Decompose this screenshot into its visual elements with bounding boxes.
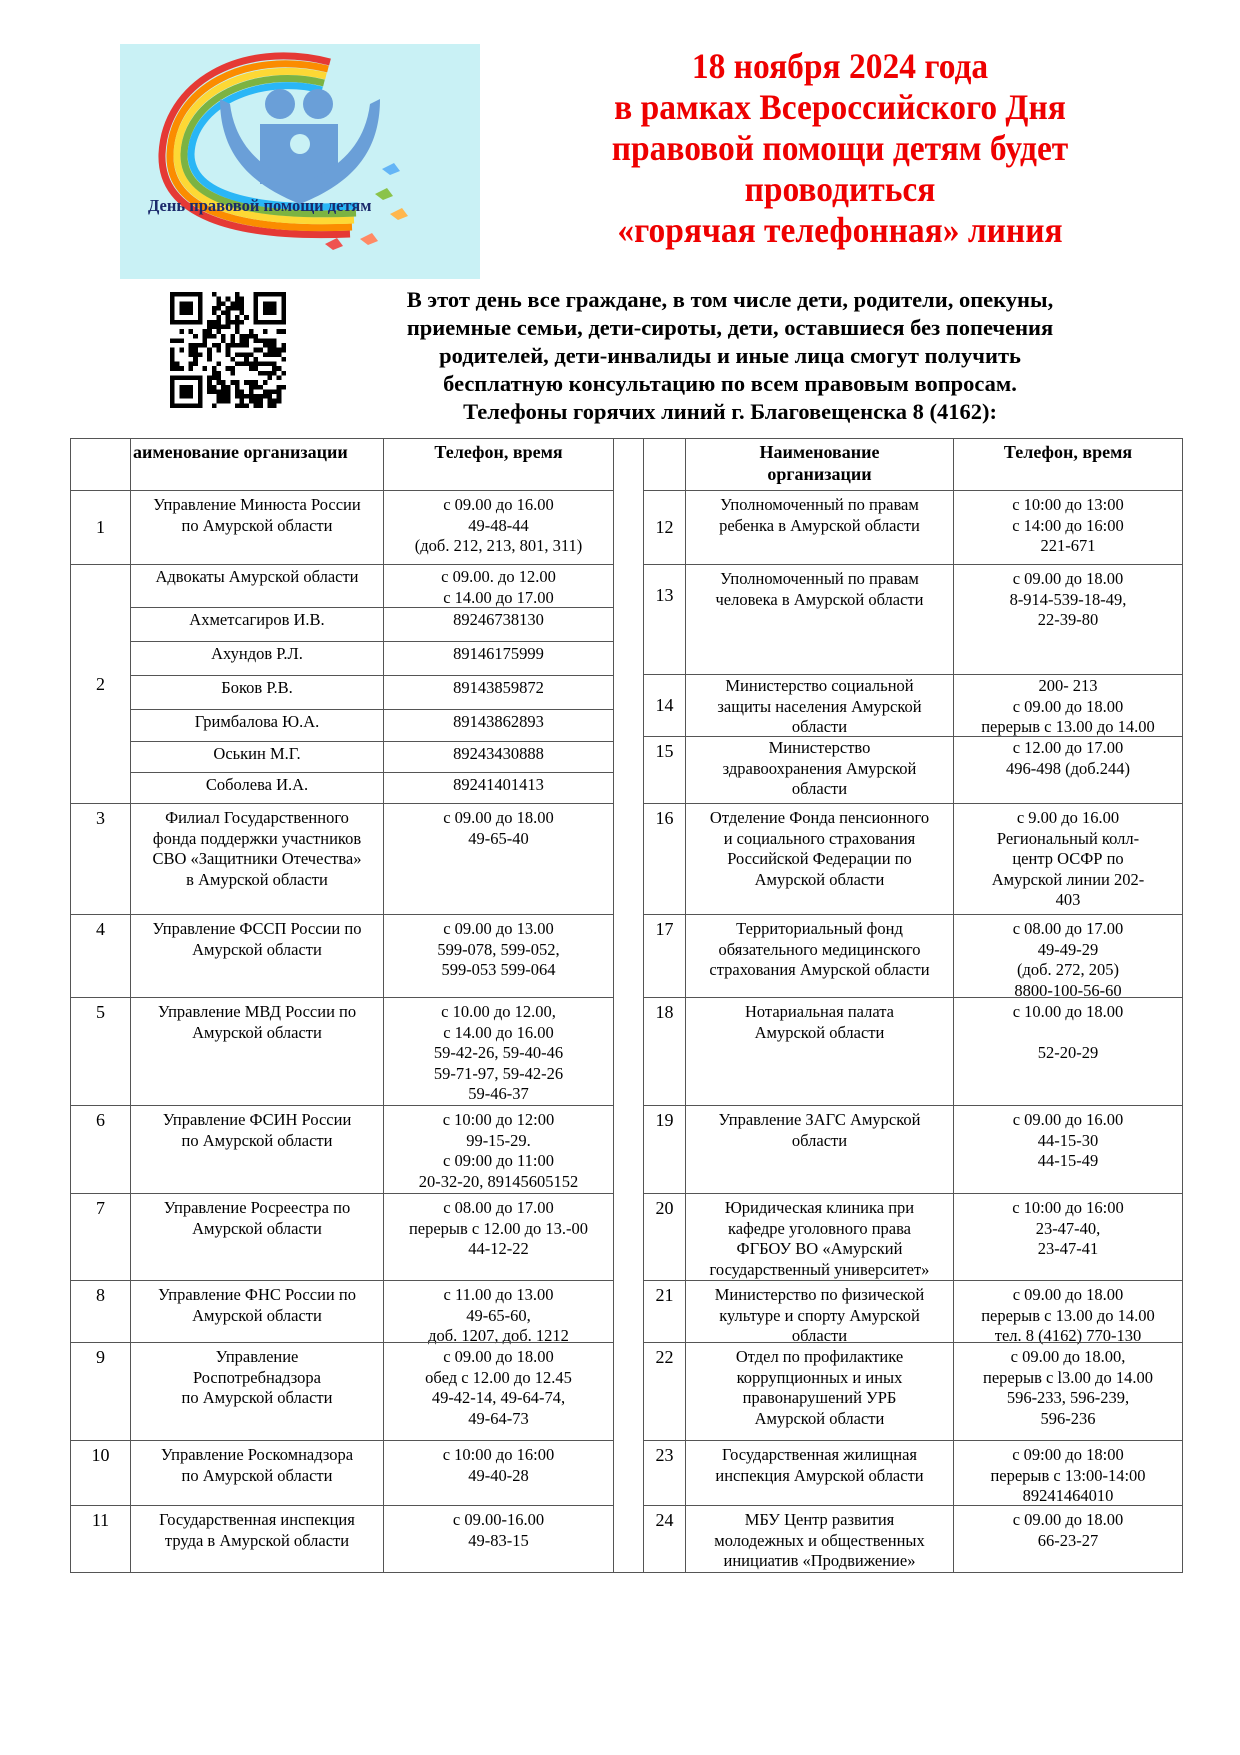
logo-image bbox=[120, 44, 480, 279]
cell-text-line: Российской Федерации по bbox=[727, 849, 912, 868]
cell-text-line: по Амурской области bbox=[181, 1388, 333, 1407]
phone-time-cell bbox=[383, 564, 614, 608]
cell-text-line: перерыв с 12.00 до 13.-00 bbox=[408, 1218, 589, 1238]
cell-text-line bbox=[954, 1023, 1182, 1044]
cell-text-line: с 08.00 до 17.00 bbox=[1012, 919, 1124, 938]
cell-text-line: Управление ФССП России по bbox=[152, 919, 362, 938]
headline-line: правовой помощи детям будет bbox=[611, 128, 1069, 168]
cell-text-line: с 09:00 до 11:00 bbox=[443, 1151, 554, 1170]
cell-text-line: Территориальный фонд bbox=[736, 919, 903, 938]
cell-text-line: с 09.00-16.00 bbox=[452, 1510, 545, 1529]
cell-text-line: (доб. 212, 213, 801, 311) bbox=[414, 536, 583, 555]
cell-text-line: 22-39-80 bbox=[1037, 610, 1099, 629]
cell-text-line: Управление ФСИН России bbox=[162, 1110, 352, 1129]
row-number: 24 bbox=[655, 1510, 674, 1530]
cell-text-line: с 09.00. до 12.00 bbox=[441, 567, 556, 586]
cell-text-line: 59-71-97, 59-42-26 bbox=[433, 1063, 564, 1083]
cell-text-line: тел. 8 (4162) 770-130 bbox=[994, 1326, 1142, 1345]
row-number: 12 bbox=[655, 517, 674, 538]
phone-time-cell bbox=[953, 1440, 1183, 1506]
cell-text-line: Региональный колл- bbox=[996, 828, 1140, 848]
cell-text-line: Оськин М.Г. bbox=[213, 744, 301, 763]
org-name-cell bbox=[130, 1505, 384, 1573]
cell-text-line: 89143859872 bbox=[453, 678, 544, 697]
cell-text-line: организации bbox=[767, 464, 872, 484]
org-name-cell bbox=[685, 1440, 954, 1506]
headline bbox=[524, 46, 1156, 251]
cell-text-line: Управление Росреестра по bbox=[163, 1198, 351, 1217]
rainbow-family-illustration bbox=[120, 44, 480, 279]
phone-time-cell bbox=[383, 914, 614, 998]
cell-text-line: 66-23-27 bbox=[1037, 1530, 1099, 1550]
org-name-cell bbox=[685, 1342, 954, 1441]
cell-text-line: с 10.00 до 12.00, bbox=[441, 1002, 556, 1021]
cell-text-line: Ахметсагиров И.В. bbox=[189, 610, 325, 629]
org-name-cell bbox=[685, 1505, 954, 1573]
cell-text-line: Амурской области bbox=[192, 939, 322, 959]
cell-text-line: центр ОСФР по bbox=[1012, 849, 1124, 868]
org-name-cell bbox=[130, 914, 384, 998]
cell-text-line: 49-64-73 bbox=[468, 1408, 529, 1428]
cell-text-line: Амурской области bbox=[754, 1022, 885, 1042]
cell-text-line: с 9.00 до 16.00 bbox=[1016, 808, 1120, 827]
cell-text-line: 8800-100-56-60 bbox=[1014, 980, 1122, 1000]
org-name-cell bbox=[685, 564, 954, 675]
cell-text-line: 596-233, 596-239, bbox=[1006, 1388, 1130, 1407]
cell-text-line: ФГБОУ ВО «Амурский bbox=[736, 1239, 903, 1258]
cell-text-line: Управление МВД России по bbox=[157, 1002, 357, 1021]
org-name-cell bbox=[130, 1440, 384, 1506]
cell-text-line: 496-498 (доб.244) bbox=[1005, 758, 1131, 778]
cell-text-line: 49-83-15 bbox=[468, 1530, 529, 1550]
table-row-number bbox=[70, 1505, 131, 1573]
org-name-cell bbox=[130, 709, 384, 742]
phone-time-cell bbox=[953, 1342, 1183, 1441]
cell-text-line: 44-12-22 bbox=[468, 1239, 529, 1258]
cell-text-line: с 09.00 до 18.00 bbox=[1012, 1510, 1124, 1529]
cell-text-line: 49-65-60, bbox=[466, 1305, 531, 1325]
row-number: 9 bbox=[96, 1347, 105, 1367]
table-row-number bbox=[643, 564, 686, 675]
cell-text-line: правонарушений УРБ bbox=[742, 1388, 897, 1407]
org-name-cell bbox=[130, 564, 384, 608]
row-number: 19 bbox=[655, 1110, 674, 1130]
phone-time-cell bbox=[383, 1105, 614, 1194]
table-row-number bbox=[643, 1105, 686, 1194]
table-row-number bbox=[643, 1280, 686, 1343]
table-row-number bbox=[643, 914, 686, 998]
cell-text-line: 23-47-40, bbox=[1035, 1218, 1101, 1238]
cell-text-line: перерыв с 13.00 до 14.00 bbox=[981, 1305, 1155, 1325]
cell-text-line: культуре и спорту Амурской bbox=[719, 1305, 920, 1325]
cell-text-line: с 09.00 до 18.00 bbox=[1012, 1285, 1124, 1304]
phone-time-cell bbox=[383, 709, 614, 742]
cell-text-line: в Амурской области bbox=[186, 869, 328, 889]
cell-text-line: 49-48-44 bbox=[468, 515, 529, 535]
cell-text-line: с 09.00 до 18.00, bbox=[1010, 1347, 1126, 1366]
phone-time-cell bbox=[953, 1280, 1183, 1343]
table-row-number bbox=[70, 1440, 131, 1506]
cell-text-line: 221-671 bbox=[1040, 536, 1096, 555]
row-number: 2 bbox=[96, 673, 105, 694]
org-name-cell bbox=[685, 674, 954, 737]
cell-text-line: 23-47-41 bbox=[1037, 1239, 1099, 1258]
table-row-number bbox=[70, 914, 131, 998]
phone-time-cell bbox=[383, 803, 614, 915]
cell-text-line: перерыв с 13.00 до 14.00 bbox=[981, 717, 1155, 736]
cell-text-line: человека в Амурской области bbox=[715, 589, 924, 609]
cell-text-line: Наименование bbox=[759, 442, 880, 462]
cell-text-line: 403 bbox=[1055, 890, 1081, 909]
cell-text-line: перерыв с 13:00-14:00 bbox=[990, 1465, 1146, 1485]
phone-time-cell bbox=[383, 490, 614, 565]
org-name-cell bbox=[130, 803, 384, 915]
cell-text-line: инициатив «Продвижение» bbox=[723, 1551, 916, 1570]
table-row-number bbox=[70, 564, 131, 804]
org-name-cell bbox=[130, 675, 384, 710]
cell-text-line: с 14:00 до 16:00 bbox=[1012, 515, 1124, 535]
cell-text-line: Государственная жилищная bbox=[721, 1445, 918, 1464]
cell-text-line: Амурской области bbox=[754, 1408, 885, 1428]
cell-text-line: 59-42-26, 59-40-46 bbox=[433, 1043, 564, 1062]
row-number: 7 bbox=[96, 1198, 105, 1218]
phone-time-cell bbox=[953, 1505, 1183, 1573]
cell-text-line: 89146175999 bbox=[453, 644, 544, 663]
cell-text-line: 20-32-20, 89145605152 bbox=[418, 1171, 579, 1191]
cell-text-line: по Амурской области bbox=[181, 1130, 333, 1150]
cell-text-line: Министерство bbox=[768, 738, 871, 757]
intro-line: приемные семьи, дети-сироты, дети, оставшиеся без попечения bbox=[406, 315, 1054, 340]
cell-text-line: ребенка в Амурской области bbox=[719, 515, 920, 535]
org-name-cell bbox=[130, 641, 384, 676]
org-name-cell bbox=[685, 914, 954, 998]
cell-text-line: с 10:00 до 16:00 bbox=[442, 1445, 555, 1464]
cell-text-line: МБУ Центр развития bbox=[744, 1510, 895, 1529]
table-row-number bbox=[643, 997, 686, 1106]
header-name-right bbox=[685, 438, 954, 491]
row-number: 15 bbox=[655, 741, 674, 761]
phone-time-cell bbox=[953, 736, 1183, 804]
cell-text-line: и социального страхования bbox=[723, 828, 916, 848]
cell-text-line: 599-078, 599-052, bbox=[437, 939, 560, 959]
intro-line: бесплатную консультацию по всем правовым вопросам. bbox=[443, 371, 1017, 396]
table-row-number bbox=[643, 674, 686, 737]
phone-time-cell bbox=[383, 1505, 614, 1573]
cell-text-line: 89143862893 bbox=[453, 712, 544, 731]
cell-text-line: с 09.00 до 18.00 bbox=[443, 1347, 554, 1366]
headline-line: «горячая телефонная» линия bbox=[617, 210, 1063, 250]
header-number-left bbox=[70, 438, 131, 491]
cell-text-line: 59-46-37 bbox=[468, 1084, 529, 1103]
cell-text-line: Отдел по профилактике bbox=[735, 1347, 904, 1366]
phone-time-cell bbox=[383, 1440, 614, 1506]
cell-text-line: 599-053 599-064 bbox=[441, 960, 556, 979]
phone-time-cell bbox=[383, 997, 614, 1106]
phone-time-cell bbox=[383, 772, 614, 804]
header-number-right bbox=[643, 438, 686, 491]
phone-time-cell bbox=[383, 641, 614, 676]
row-number: 3 bbox=[96, 808, 105, 828]
row-number: 8 bbox=[96, 1285, 105, 1305]
cell-text-line: с 10:00 до 13:00 bbox=[1012, 495, 1124, 514]
cell-text-line: 200- 213 bbox=[1038, 676, 1098, 695]
cell-text-line: Амурской области bbox=[754, 869, 885, 889]
org-name-cell bbox=[130, 607, 384, 642]
intro-line: В этот день все граждане, в том числе дети, родители, опекуны, bbox=[406, 287, 1054, 312]
phone-time-cell bbox=[383, 1342, 614, 1441]
org-name-cell bbox=[685, 997, 954, 1106]
phone-time-cell bbox=[383, 1280, 614, 1343]
cell-text-line: с 10:00 до 16:00 bbox=[1012, 1198, 1124, 1217]
row-number: 20 bbox=[655, 1198, 674, 1218]
headline-line: в рамках Всероссийского Дня bbox=[614, 87, 1066, 127]
row-number: 5 bbox=[96, 1002, 105, 1022]
org-name-cell bbox=[130, 1105, 384, 1194]
org-name-cell bbox=[130, 772, 384, 804]
cell-text-line: кафедре уголовного права bbox=[727, 1218, 911, 1238]
cell-text-line: страхования Амурской области bbox=[709, 960, 930, 979]
cell-text-line: по Амурской области bbox=[181, 1465, 333, 1485]
table-row-number bbox=[643, 490, 686, 565]
row-number: 18 bbox=[655, 1002, 674, 1022]
table-row-number bbox=[70, 1280, 131, 1343]
cell-text-line: обязательного медицинского bbox=[718, 939, 921, 959]
cell-text-line: 52-20-29 bbox=[1037, 1043, 1099, 1062]
org-name-cell bbox=[685, 803, 954, 915]
cell-text-line: здравоохранения Амурской bbox=[722, 758, 917, 778]
phone-time-cell bbox=[383, 1193, 614, 1281]
phone-time-cell bbox=[383, 607, 614, 642]
cell-text-line: с 12.00 до 17.00 bbox=[1012, 738, 1124, 757]
cell-text-line: области bbox=[791, 717, 848, 736]
intro-line: родителей, дети-инвалиды и иные лица смогут получить bbox=[439, 343, 1021, 368]
cell-text-line: 89241401413 bbox=[453, 775, 544, 794]
cell-text-line: труда в Амурской области bbox=[164, 1530, 350, 1550]
cell-text-line: 596-236 bbox=[1040, 1408, 1096, 1428]
row-number: 14 bbox=[655, 695, 674, 716]
header-phone-right bbox=[953, 438, 1183, 491]
cell-text-line: Амурской линии 202- bbox=[991, 869, 1145, 889]
cell-text-line: Управление Роскомнадзора bbox=[160, 1445, 354, 1464]
table-row-number bbox=[70, 1193, 131, 1281]
cell-text-line: с 09.00 до 18.00 bbox=[1012, 569, 1124, 588]
cell-text-line: 89241464010 bbox=[1022, 1486, 1114, 1505]
phone-time-cell bbox=[383, 741, 614, 773]
table-row-number bbox=[70, 997, 131, 1106]
org-name-cell bbox=[685, 736, 954, 804]
cell-text-line: с 09.00 до 18.00 bbox=[443, 808, 554, 827]
cell-text-line: с 10.00 до 18.00 bbox=[1012, 1002, 1124, 1021]
table-row-number bbox=[643, 736, 686, 804]
row-number: 4 bbox=[96, 919, 105, 939]
family-icon bbox=[220, 89, 380, 204]
cell-text-line: государственный университет» bbox=[709, 1259, 930, 1279]
cell-text-line: Управление ЗАГС Амурской bbox=[718, 1110, 921, 1129]
intro-text bbox=[300, 286, 1160, 426]
cell-text-line: Управление ФНС России по bbox=[158, 1285, 356, 1304]
table-row-number bbox=[643, 1342, 686, 1441]
org-name-cell bbox=[130, 741, 384, 773]
table-row-number bbox=[643, 803, 686, 915]
cell-text-line: Адвокаты Амурской области bbox=[155, 567, 359, 586]
cell-text-line: 89243430888 bbox=[453, 744, 544, 763]
cell-text-line: Уполномоченный по правам bbox=[720, 495, 919, 514]
table-row-number bbox=[70, 490, 131, 565]
phone-time-cell bbox=[383, 675, 614, 710]
phone-time-cell bbox=[953, 997, 1183, 1106]
cell-text-line: с 11.00 до 13.00 bbox=[443, 1285, 554, 1304]
cell-text-line: Телефон, время bbox=[434, 442, 563, 462]
cell-text-line: Роспотребнадзора bbox=[193, 1367, 321, 1387]
phone-time-cell bbox=[953, 803, 1183, 915]
row-number: 13 bbox=[655, 585, 674, 605]
cell-text-line: Государственная инспекция bbox=[159, 1510, 355, 1529]
org-name-cell bbox=[130, 1342, 384, 1441]
cell-text-line: с 14.00 до 16.00 bbox=[443, 1022, 554, 1042]
cell-text-line: Отделение Фонда пенсионного bbox=[709, 808, 930, 827]
cell-text-line: Телефон, время bbox=[1003, 442, 1133, 462]
row-number: 1 bbox=[96, 517, 105, 538]
org-name-cell bbox=[685, 490, 954, 565]
cell-text-line: молодежных и общественных bbox=[714, 1530, 925, 1550]
cell-text-line: с 10:00 до 12:00 bbox=[442, 1110, 555, 1129]
table-gap-column bbox=[613, 438, 644, 1573]
cell-text-line: Амурской области bbox=[192, 1305, 322, 1325]
cell-text-line: Боков Р.В. bbox=[221, 678, 293, 697]
row-number: 22 bbox=[655, 1347, 674, 1367]
cell-text-line: Амурской области bbox=[192, 1218, 322, 1238]
cell-text-line: Управление bbox=[215, 1347, 299, 1366]
cell-text-line: 49-49-29 bbox=[1037, 939, 1099, 959]
cell-text-line: обед с 12.00 до 12.45 bbox=[425, 1367, 572, 1387]
org-name-cell bbox=[685, 1105, 954, 1194]
cell-text-line: СВО «Защитники Отечества» bbox=[152, 849, 362, 868]
cell-text-line: 44-15-30 bbox=[1037, 1130, 1099, 1150]
cell-text-line: Управление Минюста России bbox=[153, 495, 361, 514]
cell-text-line: с 09.00 до 16.00 bbox=[1012, 1110, 1124, 1129]
phone-time-cell bbox=[953, 674, 1183, 737]
table-row-number bbox=[70, 1105, 131, 1194]
header-phone-left bbox=[383, 438, 614, 491]
header-name-left bbox=[130, 438, 384, 491]
org-name-cell bbox=[130, 1193, 384, 1281]
cell-text-line: 89246738130 bbox=[453, 610, 544, 629]
cell-text-line: доб. 1207, доб. 1212 bbox=[428, 1326, 569, 1345]
cell-text-line: защиты населения Амурской bbox=[717, 696, 922, 716]
cell-text-line: Ахундов Р.Л. bbox=[211, 644, 303, 663]
cell-text-line: Уполномоченный по правам bbox=[720, 569, 919, 588]
cell-text-line: 49-42-14, 49-64-74, bbox=[431, 1388, 566, 1407]
cell-text-line: фонда поддержки участников bbox=[152, 828, 362, 848]
cell-text-line: 44-15-49 bbox=[1037, 1151, 1099, 1170]
row-number: 17 bbox=[655, 919, 674, 939]
cell-text-line: Амурской области bbox=[192, 1022, 322, 1042]
table-row-number bbox=[643, 1193, 686, 1281]
table-row-number bbox=[70, 1342, 131, 1441]
cell-text-line: (доб. 272, 205) bbox=[1016, 960, 1120, 979]
cell-text-line: 49-65-40 bbox=[468, 828, 529, 848]
phone-time-cell bbox=[953, 914, 1183, 998]
cell-text-line: Соболева И.А. bbox=[205, 775, 309, 794]
org-name-cell bbox=[685, 1280, 954, 1343]
phone-time-cell bbox=[953, 490, 1183, 565]
cell-text-line: с 14.00 до 17.00 bbox=[443, 587, 554, 607]
cell-text-line: с 08.00 до 17.00 bbox=[443, 1198, 554, 1217]
cell-text-line: инспекция Амурской области bbox=[715, 1465, 924, 1485]
cell-text-line: Гримбалова Ю.А. bbox=[194, 712, 320, 731]
cell-text-line: перерыв с l3.00 до 14.00 bbox=[983, 1367, 1153, 1387]
cell-text-line: Нотариальная палата bbox=[744, 1002, 895, 1021]
phone-time-cell bbox=[953, 564, 1183, 675]
cell-text-line: Министерство социальной bbox=[725, 676, 914, 695]
org-name-cell bbox=[130, 490, 384, 565]
row-number: 21 bbox=[655, 1285, 674, 1305]
row-number: 6 bbox=[96, 1110, 105, 1130]
phone-time-cell bbox=[953, 1105, 1183, 1194]
cell-text-line: 99-15-29. bbox=[466, 1130, 531, 1150]
cell-text-line: Филиал Государственного bbox=[165, 808, 349, 827]
cell-text-line: с 09:00 до 18:00 bbox=[1012, 1445, 1124, 1464]
table-row-number bbox=[643, 1440, 686, 1506]
headline-line: 18 ноября 2024 года bbox=[691, 46, 989, 86]
cell-text-line: Юридическая клиника при bbox=[724, 1198, 915, 1217]
cell-text-line: аименование организации bbox=[133, 442, 348, 462]
row-number: 11 bbox=[91, 1510, 110, 1530]
org-name-cell bbox=[685, 1193, 954, 1281]
cell-text-line: области bbox=[791, 1326, 848, 1345]
cell-text-line: 8-914-539-18-49, bbox=[1009, 589, 1127, 609]
cell-text-line: области bbox=[791, 779, 848, 798]
org-name-cell bbox=[130, 1280, 384, 1343]
table-row-number bbox=[70, 803, 131, 915]
cell-text-line: области bbox=[791, 1130, 848, 1150]
cell-text-line: с 09.00 до 13.00 bbox=[443, 919, 554, 938]
cell-text-line: коррупционных и иных bbox=[736, 1367, 903, 1387]
row-number: 23 bbox=[655, 1445, 674, 1465]
org-name-cell bbox=[130, 997, 384, 1106]
cell-text-line: по Амурской области bbox=[181, 515, 333, 535]
phone-time-cell bbox=[953, 1193, 1183, 1281]
cell-text-line: Министерство по физической bbox=[714, 1285, 925, 1304]
cell-text-line: 49-40-28 bbox=[468, 1465, 529, 1485]
row-number: 10 bbox=[91, 1445, 110, 1465]
cell-text-line: с 09.00 до 18.00 bbox=[1012, 696, 1124, 716]
qr-code[interactable] bbox=[170, 292, 286, 408]
hotlines-subtitle: Телефоны горячих линий г. Благовещенска 8 (4162): bbox=[463, 399, 997, 424]
headline-line: проводиться bbox=[744, 169, 936, 209]
cell-text-line: с 09.00 до 16.00 bbox=[443, 495, 554, 514]
table-row-number bbox=[643, 1505, 686, 1573]
logo-caption: День правовой помощи детям bbox=[148, 196, 372, 215]
row-number: 16 bbox=[655, 808, 674, 828]
